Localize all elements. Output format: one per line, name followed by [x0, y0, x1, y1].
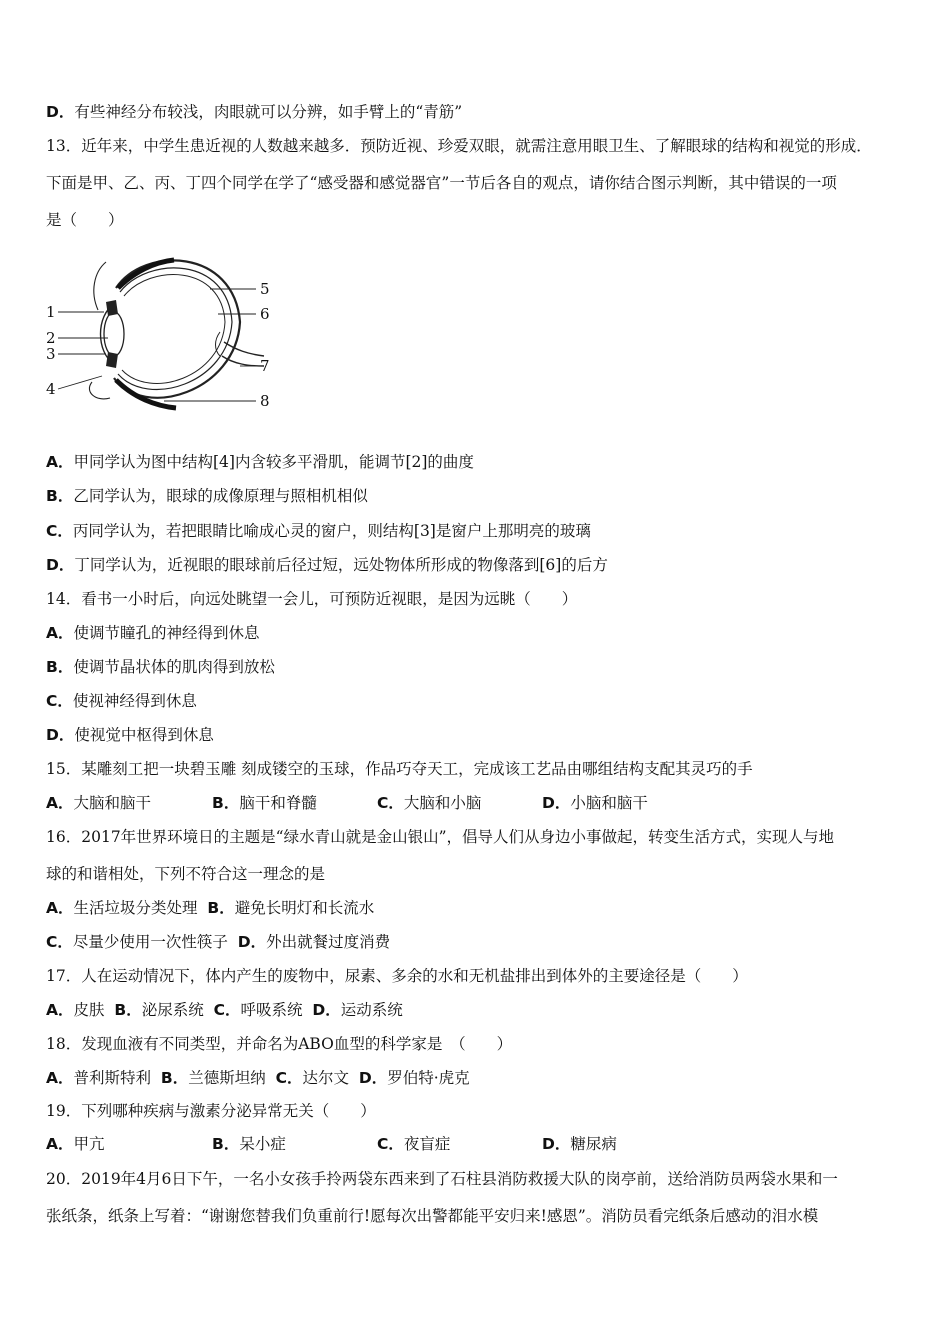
- q16-options-row2: C．尽量少使用一次性筷子 D．外出就餐过度消费: [46, 933, 391, 951]
- q14-option-b: B．使调节晶状体的肌肉得到放松: [46, 658, 275, 676]
- q16-stem-line1: 16．2017年世界环境日的主题是“绿水青山就是金山银山”，倡导人们从身边小事做起，转变生活方式，实现人与地: [46, 828, 835, 846]
- upper-eyelid-line: [94, 262, 106, 310]
- q17-options: A．皮肤 B．泌尿系统 C．呼吸系统 D．运动系统: [46, 1001, 403, 1019]
- iris-lower: [106, 352, 118, 368]
- q13-option-c: C．丙同学认为，若把眼睛比喻成心灵的窗户，则结构[3]是窗户上那明亮的玻璃: [46, 522, 591, 540]
- q12-option-d: D．有些神经分布较浅，肉眼就可以分辨，如手臂上的“青筋”: [46, 103, 463, 121]
- q13-stem-line2: 下面是甲、乙、丙、丁四个同学在学了“感受器和感觉器官”一节后各自的观点，请你结合图示判断，其中错误的一项: [46, 174, 837, 192]
- q13-option-a: A．甲同学认为图中结构[4]内含较多平滑肌，能调节[2]的曲度: [46, 453, 474, 471]
- q15-option-c: C．大脑和小脑: [377, 794, 482, 812]
- figure-label-3: 3: [46, 345, 56, 363]
- q19-stem: 19．下列哪种疾病与激素分泌异常无关（ ）: [46, 1102, 376, 1120]
- q13-stem-line3: 是（ ）: [46, 211, 124, 229]
- figure-label-7: 7: [260, 357, 270, 375]
- figure-label-1: 1: [46, 303, 56, 321]
- q17-stem: 17．人在运动情况下，体内产生的废物中，尿素、多余的水和无机盐排出到体外的主要途径是（ ）: [46, 967, 748, 985]
- q15-option-b: B．脑干和脊髓: [212, 794, 317, 812]
- q13-option-d: D．丁同学认为，近视眼的眼球前后径过短，远处物体所形成的物像落到[6]的后方: [46, 556, 608, 574]
- q18-options: A．普利斯特利 B．兰德斯坦纳 C．达尔文 D．罗伯特·虎克: [46, 1069, 470, 1087]
- q14-option-d: D．使视觉中枢得到休息: [46, 726, 214, 744]
- q19-option-a: A．甲亢: [46, 1135, 105, 1153]
- sclera-thick-lower: [116, 380, 176, 408]
- q15-option-a: A．大脑和脑干: [46, 794, 152, 812]
- q20-stem-line1: 20．2019年4月6日下午，一名小女孩手拎两袋东西来到了石柱县消防救援大队的岗亭前，送给消防员两袋水果和一: [46, 1170, 838, 1188]
- sclera: [114, 260, 240, 397]
- q20-stem-line2: 张纸条，纸条上写着：“谢谢您替我们负重前行!愿每次出警都能平安归来!感恩”。消防员看完纸条后感动的泪水模: [46, 1207, 819, 1225]
- q13-option-b: B．乙同学认为，眼球的成像原理与照相机相似: [46, 487, 368, 505]
- eyeball-diagram: [44, 252, 284, 412]
- lens: [104, 312, 124, 356]
- iris-upper: [106, 300, 118, 316]
- q13-stem-line1: 13．近年来，中学生患近视的人数越来越多．预防近视、珍爱双眼，就需注意用眼卫生、了解眼球的结构和视觉的形成．: [46, 137, 872, 155]
- q14-option-a: A．使调节瞳孔的神经得到休息: [46, 624, 260, 642]
- q15-stem: 15．某雕刻工把一块碧玉雕 刻成镂空的玉球，作品巧夺天工，完成该工艺品由哪组结构支配其灵巧的手: [46, 760, 753, 778]
- q19-option-c: C．夜盲症: [377, 1135, 451, 1153]
- q19-option-d: D．糖尿病: [542, 1135, 617, 1153]
- q18-stem: 18．发现血液有不同类型，并命名为ABO血型的科学家是 （ ）: [46, 1035, 513, 1053]
- q16-stem-line2: 球的和谐相处，下列不符合这一理念的是: [46, 865, 326, 883]
- q14-stem: 14．看书一小时后，向远处眺望一会儿，可预防近视眼，是因为远眺（ ）: [46, 590, 578, 608]
- q15-option-d: D．小脑和脑干: [542, 794, 648, 812]
- figure-label-2: 2: [46, 329, 56, 347]
- lower-eyelid-line: [89, 382, 110, 399]
- retina: [122, 275, 225, 384]
- q16-options-row1: A．生活垃圾分类处理 B．避免长明灯和长流水: [46, 899, 375, 917]
- figure-label-8: 8: [260, 392, 270, 410]
- q19-option-b: B．呆小症: [212, 1135, 286, 1153]
- leader-4: [58, 376, 102, 389]
- q14-option-c: C．使视神经得到休息: [46, 692, 197, 710]
- figure-label-6: 6: [260, 305, 270, 323]
- figure-label-4: 4: [46, 380, 56, 398]
- figure-label-5: 5: [260, 280, 270, 298]
